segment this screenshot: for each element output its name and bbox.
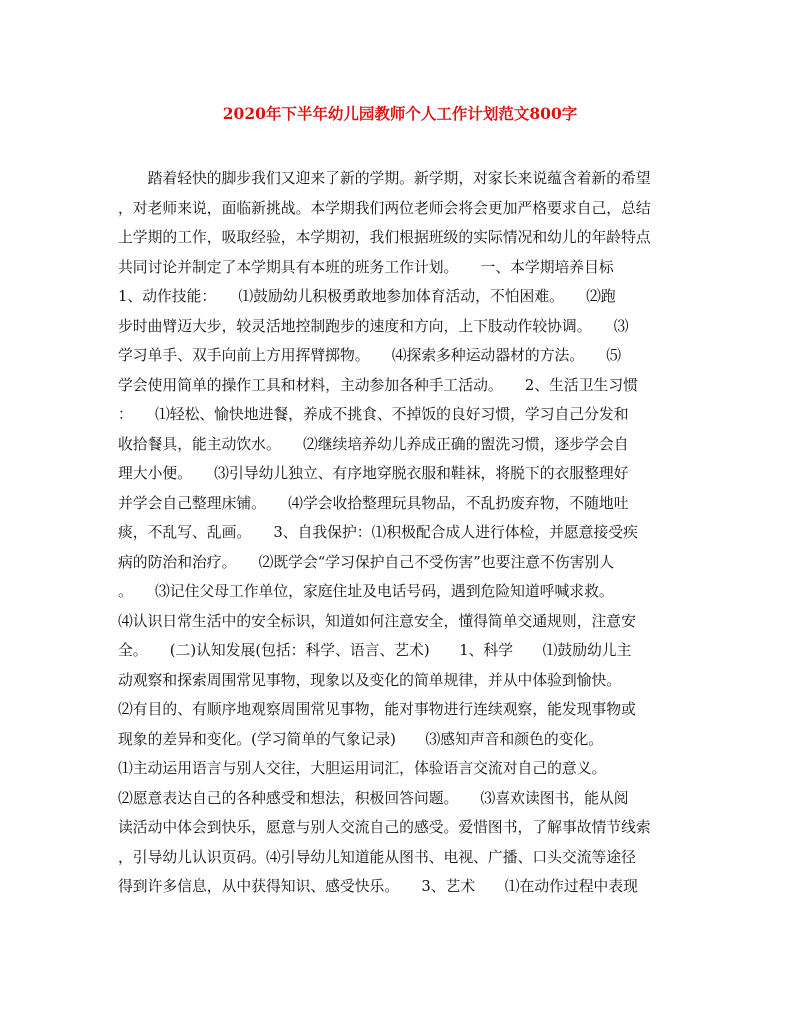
body-text-line: 得到许多信息，从中获得知识、感受快乐。 3、艺术 ⑴在动作过程中表现	[118, 878, 638, 895]
body-text-line: 并学会自己整理床铺。 ⑷学会收拾整理玩具物品，不乱扔废弃物，不随地吐	[118, 494, 629, 512]
body-text-line: ⑵愿意表达自己的各种感受和想法，积极回答问题。 ⑶喜欢读图书，能从阅	[118, 789, 629, 807]
body-text-line: 理大小便。 ⑶引导幼儿独立、有序地穿脱衣服和鞋袜，将脱下的衣服整理好	[118, 465, 629, 482]
body-text-line: 共同讨论并制定了本学期具有本班的班务工作计划。 一、本学期培养目标	[118, 258, 614, 276]
body-text-line: 学会使用简单的操作工具和材料，主动参加各种手工活动。 2、生活卫生习惯	[118, 376, 638, 394]
body-text-line: 全。 (二)认知发展(包括：科学、语言、艺术) 1、科学 ⑴鼓励幼儿主	[118, 642, 632, 659]
body-text-line: 上学期的工作，吸取经验，本学期初，我们根据班级的实际情况和幼儿的年龄特点	[118, 229, 651, 246]
body-text-line: ，引导幼儿认识页码。⑷引导幼儿知道能从图书、电视、广播、口头交流等途径	[118, 848, 636, 866]
body-text-line: 踏着轻快的脚步我们又迎来了新的学期。新学期，对家长来说蕴含着新的希望	[118, 170, 651, 187]
body-text-line: ，对老师来说，面临新挑战。本学期我们两位老师会将会更加严格要求自己，总结	[118, 199, 651, 217]
document-body	[118, 164, 688, 902]
body-text-line: ⑵有目的、有顺序地观察周围常见事物，能对事物进行连续观察，能发现事物或	[118, 701, 636, 718]
body-text-line: 读活动中体会到快乐，愿意与别人交流自己的感受。爱惜图书，了解事故情节线索	[118, 819, 651, 836]
body-text-line: 动观察和探索周围常见事物，现象以及变化的简单规律，并从中体验到愉快。	[118, 671, 622, 689]
body-text-line: ⑷认识日常生活中的安全标识，知道如何注意安全，懂得简单交通规则，注意安	[118, 612, 636, 630]
body-text-line: 病的防治和治疗。 ⑵既学会“学习保护自己不受伤害”也要注意不伤害别人	[118, 553, 615, 571]
body-text-line: 。 ⑶记住父母工作单位，家庭住址及电话号码，遇到危险知道呼喊求救。	[118, 583, 614, 600]
body-text-line: 收拾餐具，能主动饮水。 ⑵继续培养幼儿养成正确的盥洗习惯，逐步学会自	[118, 435, 629, 453]
body-text-line: 步时曲臂迈大步，较灵活地控制跑步的速度和方向，上下肢动作较协调。 ⑶	[118, 317, 629, 335]
body-text-line: 学习单手、双手向前上方用挥臂掷物。 ⑷探索多种运动器材的方法。 ⑸	[118, 347, 622, 364]
body-text-line: 1、动作技能： ⑴鼓励幼儿积极勇敢地参加体育活动，不怕困难。 ⑵跑	[118, 288, 616, 305]
body-text-line: ⑴主动运用语言与别人交往，大胆运用词汇，体验语言交流对自己的意义。	[118, 760, 607, 777]
body-text-line: 现象的差异和变化。(学习简单的气象记录) ⑶感知声音和颜色的变化。	[118, 730, 604, 748]
body-text-line: 痰，不乱写、乱画。 3、自我保护：⑴积极配合成人进行体检，并愿意接受疾	[118, 524, 638, 541]
body-text-line: ： ⑴轻松、愉快地进餐，养成不挑食、不掉饭的良好习惯，学习自己分发和	[118, 406, 629, 423]
document-title: 2020年下半年幼儿园教师个人工作计划范文800字	[222, 104, 578, 123]
